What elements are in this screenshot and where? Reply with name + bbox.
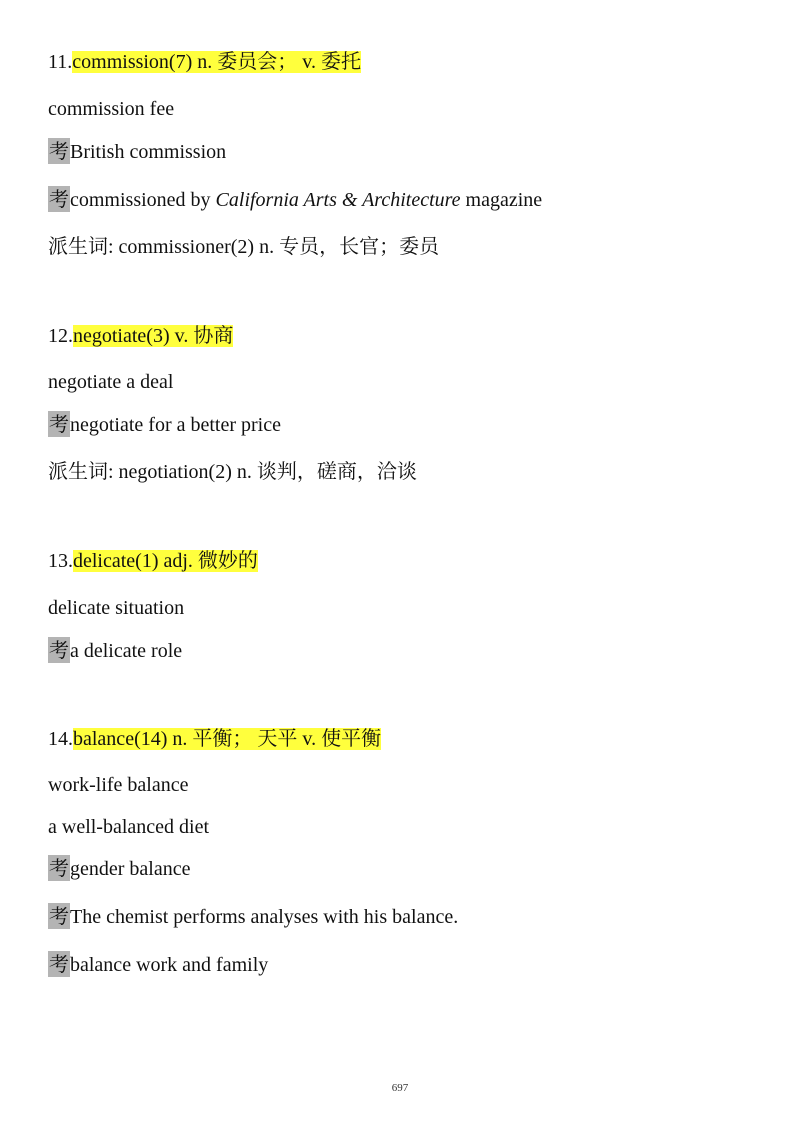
kao-marker-icon: 考 [49, 187, 69, 211]
example-text: magazine [460, 189, 543, 211]
example-text: British commission [70, 141, 227, 163]
example-phrase: delicate situation [48, 597, 185, 619]
headword-highlight: negotiate(3) v. 协商 [73, 325, 234, 347]
headword-highlight: commission(7) n. 委员会； v. 委托 [72, 51, 361, 73]
exam-example [48, 855, 190, 882]
entry-heading-12 [48, 323, 233, 349]
magazine-title: California Arts & Architecture [215, 189, 461, 211]
kao-marker-icon: 考 [49, 952, 69, 976]
entry-number: 14. [48, 728, 73, 750]
exam-example [48, 138, 226, 165]
kao-marker-icon: 考 [49, 856, 69, 880]
kao-marker-icon: 考 [49, 904, 69, 928]
example-phrase: a well-balanced diet [48, 816, 210, 838]
exam-example [48, 186, 542, 213]
entry-heading-11 [48, 49, 361, 75]
kao-marker-icon: 考 [49, 638, 69, 662]
derivative-line: 派生词: negotiation(2) n. 谈判，磋商，洽谈 [48, 461, 417, 483]
kao-marker-icon: 考 [49, 412, 69, 436]
example-text: commissioned by [70, 189, 216, 211]
example-phrase: commission fee [48, 98, 175, 120]
example-phrase: negotiate a deal [48, 371, 174, 393]
derivative-line: 派生词: commissioner(2) n. 专员，长官；委员 [48, 236, 440, 258]
entry-heading-13 [48, 548, 258, 574]
entry-number: 12. [48, 325, 73, 347]
entry-number: 13. [48, 550, 73, 572]
example-text: balance work and family [70, 954, 269, 976]
example-text: gender balance [70, 858, 191, 880]
page-number: 697 [391, 1082, 409, 1094]
exam-example [48, 637, 182, 664]
exam-example [48, 951, 268, 978]
example-text: The chemist performs analyses with his balance. [70, 906, 459, 928]
example-phrase: work-life balance [48, 774, 189, 796]
entry-heading-14 [48, 726, 381, 752]
kao-marker-icon: 考 [49, 139, 69, 163]
exam-example [48, 903, 458, 930]
headword-highlight: balance(14) n. 平衡； 天平 v. 使平衡 [73, 728, 382, 750]
headword-highlight: delicate(1) adj. 微妙的 [73, 550, 258, 572]
exam-example [48, 411, 281, 438]
entry-number: 11. [48, 51, 73, 73]
example-text: a delicate role [70, 640, 183, 662]
example-text: negotiate for a better price [70, 414, 281, 436]
